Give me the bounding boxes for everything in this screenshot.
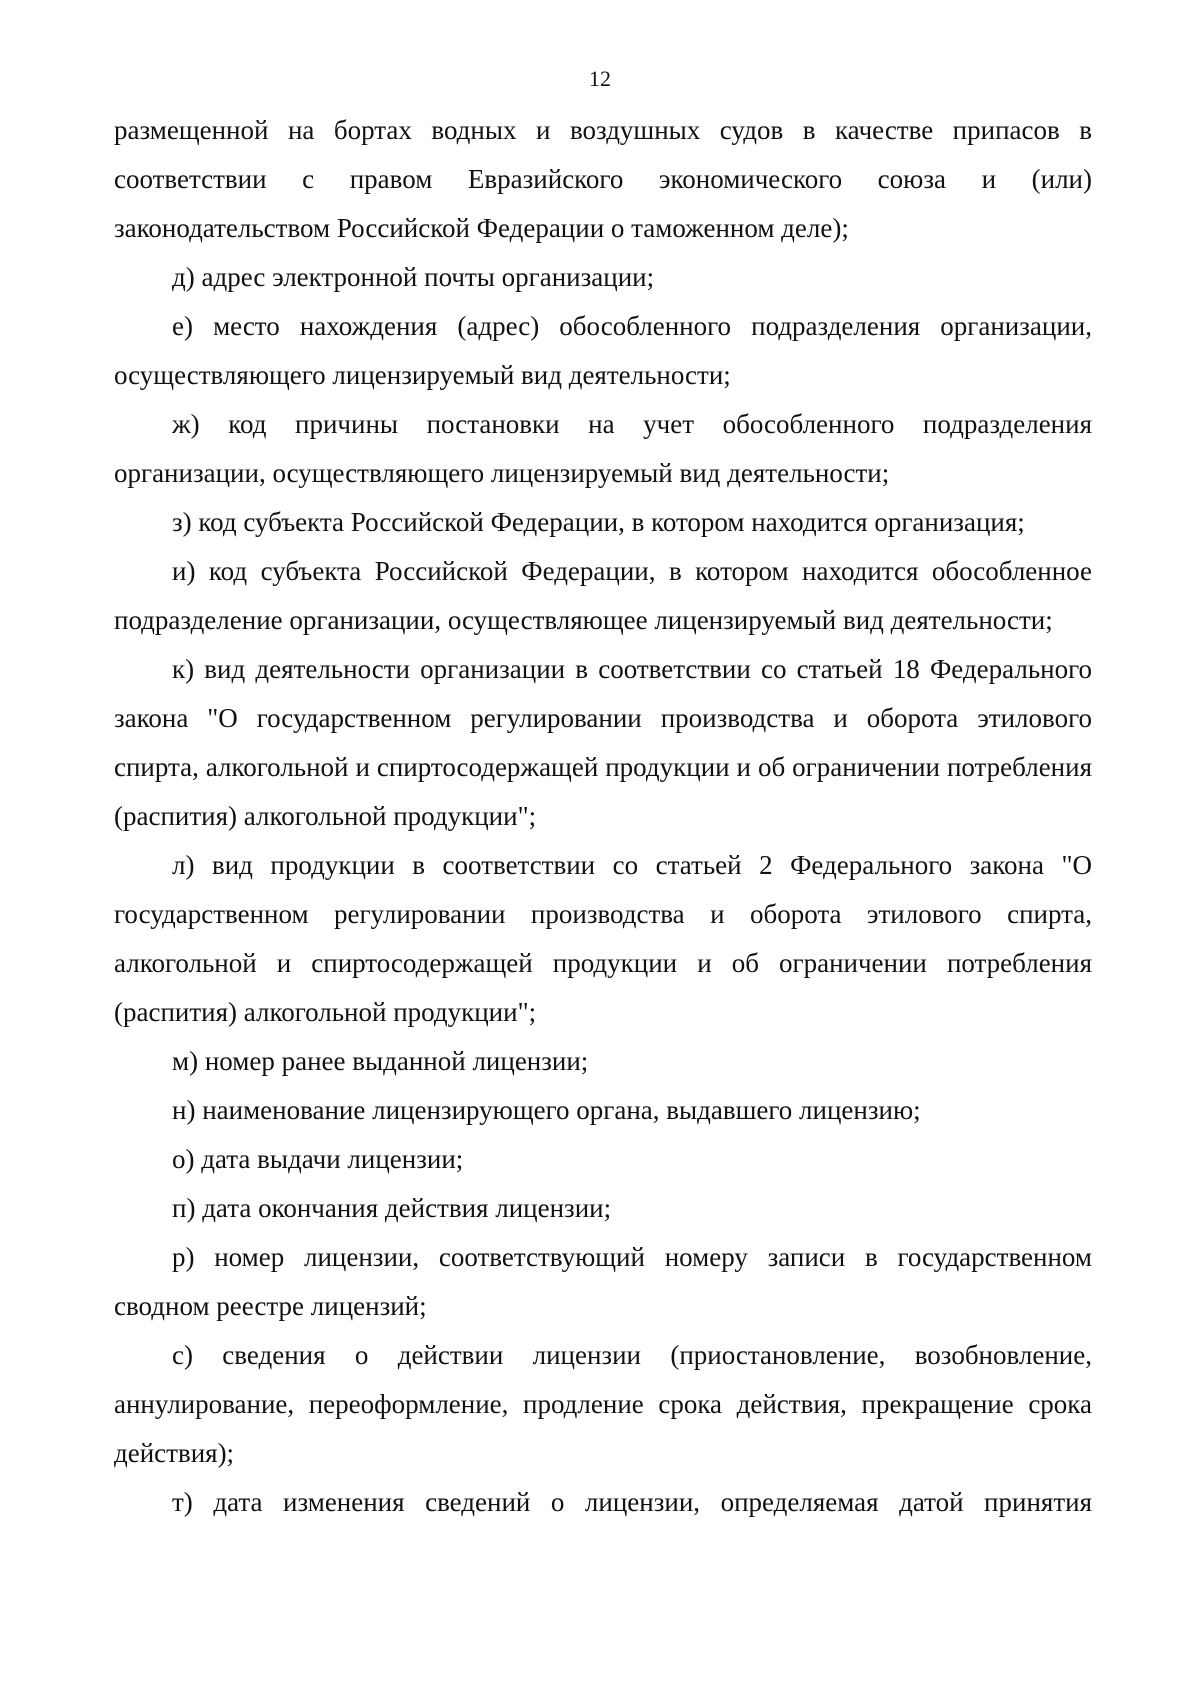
list-item-l: л) вид продукции в соответствии со статьей 2 Федерального закона "О государственном регулировании производства и оборота этилового спирта, алкогольной и спиртосодержащей продукции и об ограничении потребления (распития) алкогольной продукции"; — [114, 850, 1092, 1027]
list-item-s: с) сведения о действии лицензии (приостановление, возобновление, аннулирование, переоформление, продление срока действия, прекращение срока действия); — [114, 1340, 1092, 1468]
list-item-d: д) адрес электронной почты организации; — [172, 262, 655, 292]
list-item-e: е) место нахождения (адрес) обособленного подразделения организации, осуществляющего лицензируемый вид деятельности; — [114, 311, 1092, 390]
list-item-m: м) номер ранее выданной лицензии; — [172, 1046, 589, 1076]
list-item-t: т) дата изменения сведений о лицензии, определяемая датой принятия — [172, 1487, 1092, 1517]
paragraph-continuation: размещенной на бортах водных и воздушных судов в качестве припасов в соответствии с правом Евразийского экономического союза и (или) законодательством Российской Федерации о таможенном деле); — [114, 115, 1092, 243]
page-number: 12 — [589, 66, 611, 91]
list-item-r: р) номер лицензии, соответствующий номеру записи в государственном сводном реестре лицензий; — [114, 1242, 1092, 1321]
list-item-zh: ж) код причины постановки на учет обособленного подразделения организации, осуществляющего лицензируемый вид деятельности; — [114, 409, 1092, 488]
document-body — [114, 106, 1092, 1527]
list-item-i: и) код субъекта Российской Федерации, в котором находится обособленное подразделение организации, осуществляющее лицензируемый вид деятельности; — [114, 556, 1092, 635]
list-item-k: к) вид деятельности организации в соответствии со статьей 18 Федерального закона "О государственном регулировании производства и оборота этилового спирта, алкогольной и спиртосодержащей продукции и об ограничении потребления (распития) алкогольной продукции"; — [114, 654, 1092, 831]
list-item-z: з) код субъекта Российской Федерации, в котором находится организация; — [172, 507, 1025, 537]
list-item-o: о) дата выдачи лицензии; — [172, 1144, 464, 1174]
list-item-p: п) дата окончания действия лицензии; — [172, 1193, 612, 1223]
list-item-n: н) наименование лицензирующего органа, выдавшего лицензию; — [172, 1095, 921, 1125]
